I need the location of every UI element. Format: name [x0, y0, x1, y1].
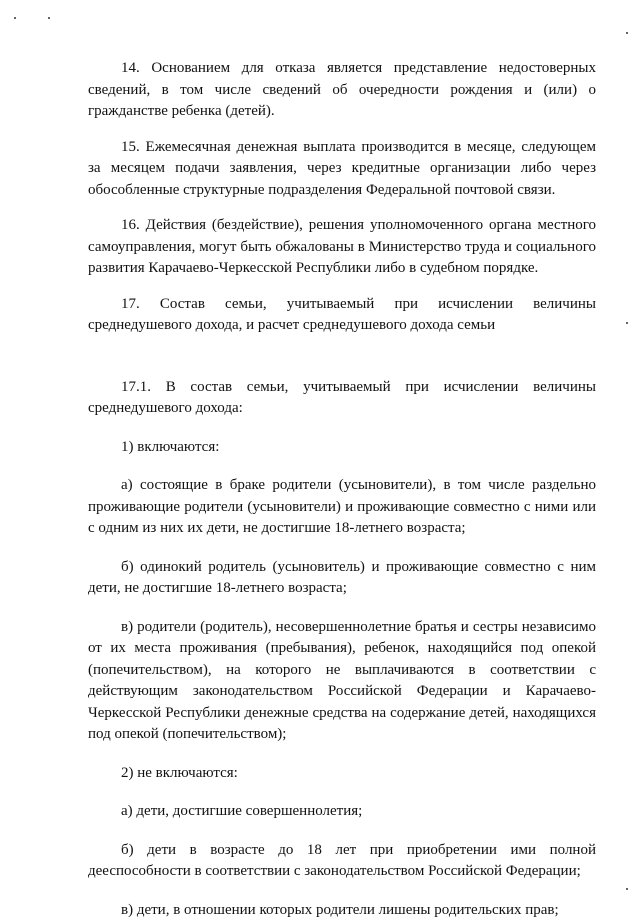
scan-mark	[48, 17, 50, 19]
item-1a: а) состоящие в браке родители (усыновители), в том числе раздельно проживающие родители (усыновители) и проживающие совместно с ними или с одним из них их дети, не достигшие 18-летнего возраста;	[88, 475, 596, 540]
scan-mark	[626, 888, 628, 890]
item-2a: а) дети, достигшие совершеннолетия;	[88, 801, 596, 823]
paragraph-14: 14. Основанием для отказа является представление недостоверных сведений, в том числе сведений об очередности рождения и (или) о гражданстве ребенка (детей).	[88, 58, 596, 123]
scan-mark	[626, 32, 628, 34]
paragraph-17-1: 17.1. В состав семьи, учитываемый при исчислении величины среднедушевого дохода:	[88, 377, 596, 420]
item-2b: б) дети в возрасте до 18 лет при приобретении ими полной дееспособности в соответствии с законодательством Российской Федерации;	[88, 840, 596, 883]
section-17-heading: 17. Состав семьи, учитываемый при исчислении величины среднедушевого дохода, и расчет среднедушевого дохода семьи	[88, 294, 596, 337]
scan-mark	[626, 322, 628, 324]
paragraph-15: 15. Ежемесячная денежная выплата производится в месяце, следующем за месяцем подачи заявления, через кредитные организации либо через обособленные структурные подразделения Федеральной почтовой связи.	[88, 137, 596, 202]
item-2c: в) дети, в отношении которых родители лишены родительских прав;	[88, 900, 596, 921]
document-page	[88, 58, 596, 921]
paragraph-16: 16. Действия (бездействие), решения уполномоченного органа местного самоуправления, могут быть обжалованы в Министерство труда и социального развития Карачаево-Черкесской Республики либо в судебном порядке.	[88, 215, 596, 280]
scan-mark	[14, 17, 16, 19]
item-1-included: 1) включаются:	[88, 437, 596, 459]
item-1c: в) родители (родитель), несовершеннолетние братья и сестры независимо от их места проживания (пребывания), ребенок, находящийся под опекой (попечительством), на которого не выплачиваются в соответствии с действующим законодательством Российской Федерации и Карачаево-Черкесской Республики денежные средства на содержание детей, находящихся под опекой (попечительством);	[88, 617, 596, 746]
item-2-excluded: 2) не включаются:	[88, 763, 596, 785]
item-1b: б) одинокий родитель (усыновитель) и проживающие совместно с ним дети, не достигшие 18-летнего возраста;	[88, 557, 596, 600]
